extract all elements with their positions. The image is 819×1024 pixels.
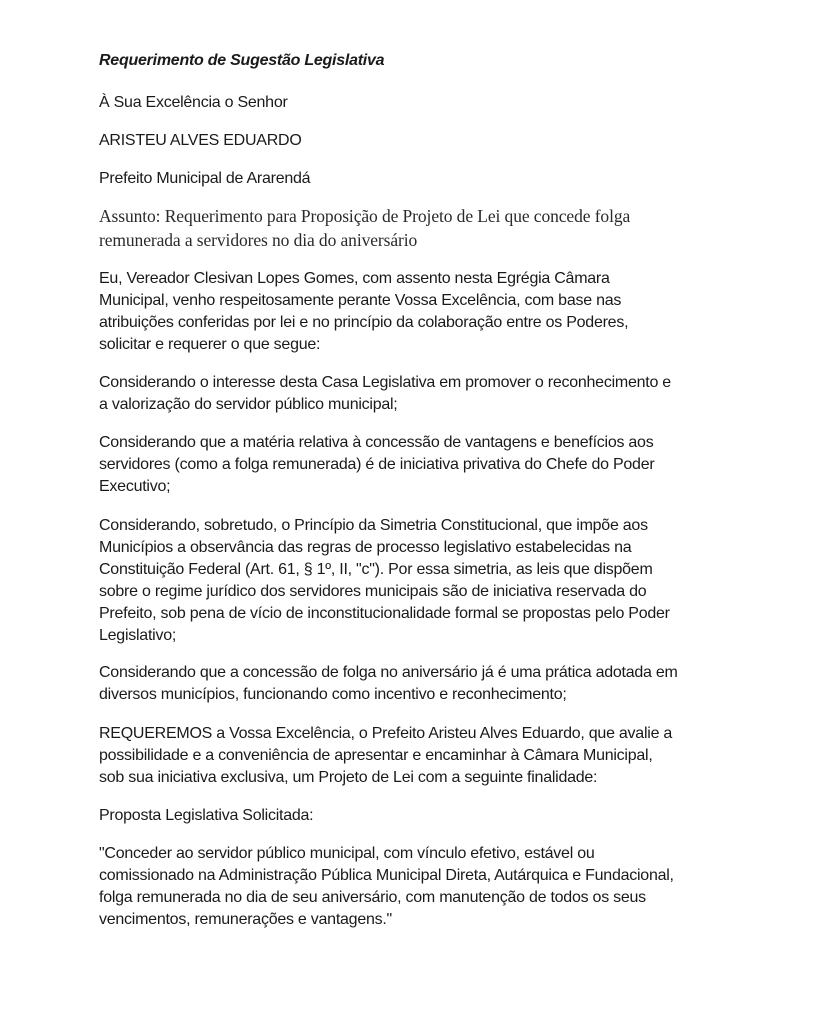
paragraph-line: sob sua iniciativa exclusiva, um Projeto de Lei com a seguinte finalidade: — [99, 769, 598, 786]
paragraph-requeremos — [99, 723, 672, 789]
paragraph-line: REQUEREMOS a Vossa Excelência, o Prefeito Aristeu Alves Eduardo, que avalie a — [99, 725, 673, 742]
paragraph-considerando-4 — [99, 662, 678, 706]
paragraph-considerando-3 — [99, 515, 670, 647]
paragraph-line: Municipal, venho respeitosamente perante Vossa Excelência, com base nas — [99, 292, 622, 309]
paragraph-line: diversos municípios, funcionando como incentivo e reconhecimento; — [99, 686, 567, 703]
paragraph-line: "Conceder ao servidor público municipal, com vínculo efetivo, estável ou — [99, 845, 595, 862]
addressee-name: ARISTEU ALVES EDUARDO — [99, 132, 302, 149]
paragraph-considerando-2 — [99, 432, 654, 498]
paragraph-line: Eu, Vereador Clesivan Lopes Gomes, com assento nesta Egrégia Câmara — [99, 270, 610, 287]
subject-line: Assunto: Requerimento para Proposição de Projeto de Lei que concede folga — [99, 206, 631, 226]
salutation: À Sua Excelência o Senhor — [99, 94, 288, 111]
paragraph-line: Municípios a observância das regras de processo legislativo estabelecidas na — [99, 539, 632, 556]
paragraph-line: comissionado na Administração Pública Municipal Direta, Autárquica e Fundacional, — [99, 867, 674, 884]
paragraph-line: solicitar e requerer o que segue: — [99, 336, 321, 353]
subject-line: remunerada a servidores no dia do aniversário — [99, 230, 418, 250]
paragraph-line: possibilidade e a conveniência de apresentar e encaminhar à Câmara Municipal, — [99, 747, 653, 764]
paragraph-line: Prefeito, sob pena de vício de inconstitucionalidade formal se propostas pelo Poder — [99, 605, 670, 622]
addressee-role: Prefeito Municipal de Ararendá — [99, 170, 311, 187]
paragraph-considerando-1 — [99, 372, 671, 416]
paragraph-line: Considerando, sobretudo, o Princípio da Simetria Constitucional, que impõe aos — [99, 517, 648, 534]
paragraph-line: folga remunerada no dia de seu aniversário, com manutenção de todos os seus — [99, 889, 646, 906]
paragraph-line: Proposta Legislativa Solicitada: — [99, 807, 314, 824]
paragraph-line: servidores (como a folga remunerada) é de iniciativa privativa do Chefe do Poder — [99, 456, 655, 473]
paragraph-line: atribuições conferidas por lei e no princípio da colaboração entre os Poderes, — [99, 314, 629, 331]
paragraph-line: vencimentos, remunerações e vantagens." — [99, 911, 392, 928]
paragraph-line: Legislativo; — [99, 627, 177, 644]
paragraph-line: Considerando que a concessão de folga no aniversário já é uma prática adotada em — [99, 664, 678, 681]
paragraph-line: Constituição Federal (Art. 61, § 1º, II, "c"). Por essa simetria, as leis que dispõem — [99, 561, 653, 578]
paragraph-line: a valorização do servidor público municipal; — [99, 396, 398, 413]
paragraph-line: sobre o regime jurídico dos servidores municipais são de iniciativa reservada do — [99, 583, 647, 600]
paragraph-line: Considerando o interesse desta Casa Legislativa em promover o reconhecimento e — [99, 374, 671, 391]
paragraph-line: Considerando que a matéria relativa à concessão de vantagens e benefícios aos — [99, 434, 654, 451]
document-title: Requerimento de Sugestão Legislativa — [99, 52, 385, 69]
paragraph-line: Executivo; — [99, 478, 171, 495]
paragraph-proposta-heading — [99, 805, 313, 827]
paragraph-intro — [99, 268, 628, 356]
subject — [99, 204, 630, 252]
paragraph-proposta-texto — [99, 843, 674, 931]
